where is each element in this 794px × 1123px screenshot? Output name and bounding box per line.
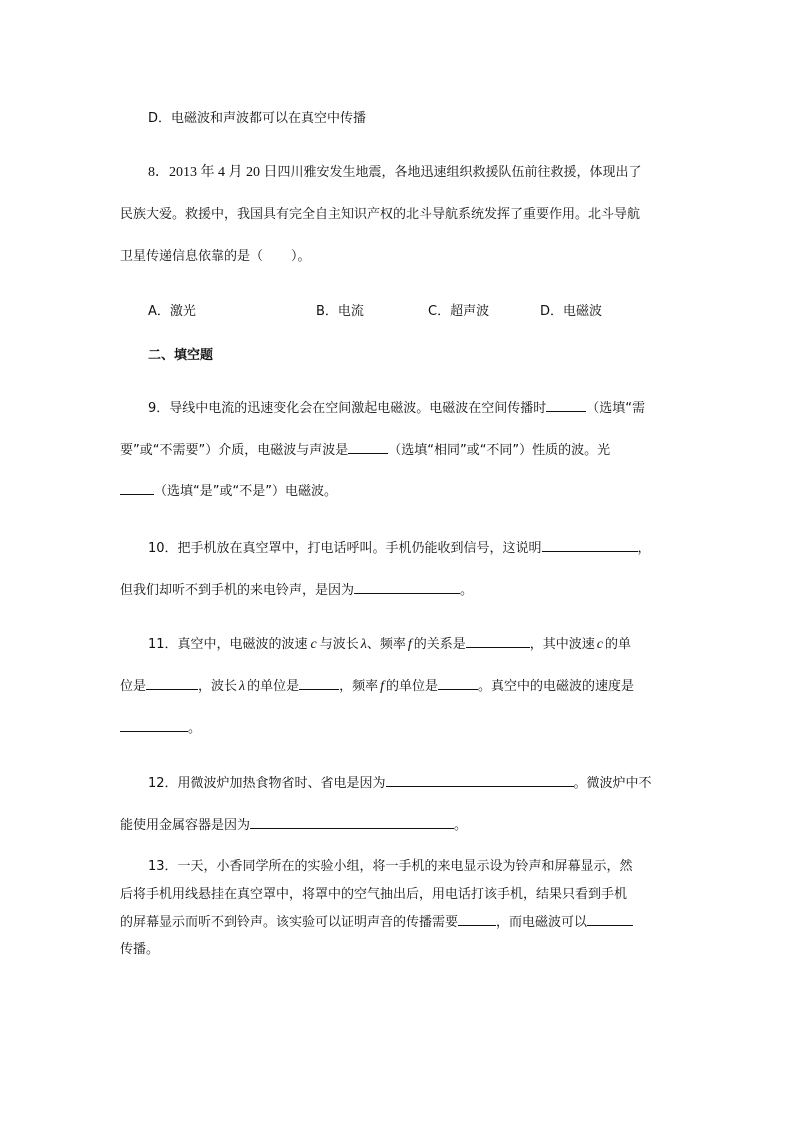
q10-line1 (148, 538, 651, 558)
q11-line1-text-d: 的关系是 (413, 637, 466, 652)
q12-line1 (148, 773, 652, 793)
q8-option-d: D．电磁波 (540, 304, 603, 319)
q9-line2 (120, 440, 610, 460)
q9-line1-hint: （选填“需 (586, 401, 646, 416)
q11-blank-speed[interactable] (120, 718, 188, 732)
q11-line2-text: 位是 (120, 679, 147, 694)
symbol-lambda: λ (239, 679, 246, 694)
q13-line2: 后将手机用线悬挂在真空罩中，将罩中的空气抽出后，用电话打该手机，结果只看到手机 (120, 887, 628, 902)
symbol-f: f (407, 637, 412, 652)
q11-line2-text-e: 的单位是 (386, 679, 439, 694)
q13-blank-1[interactable] (458, 918, 496, 926)
q11-line2-text-b: ，波长 (198, 679, 238, 694)
q9-line1-text: 9．导线中电流的迅速变化会在空间激起电磁波。电磁波在空间传播时 (148, 401, 547, 416)
q11-line2-text-f: 。真空中的电磁波的速度是 (478, 679, 635, 694)
q13-line3 (120, 914, 633, 932)
q8-line3 (120, 248, 311, 266)
symbol-c: c (310, 637, 317, 652)
q9-line1 (148, 398, 645, 418)
symbol-c: c (596, 637, 604, 652)
q8-option-b: B．电流 (316, 304, 364, 319)
q12-blank-2[interactable] (250, 815, 454, 829)
q7-option-d: D．电磁波和声波都可以在真空中传播 (148, 111, 367, 126)
symbol-f: f (380, 679, 385, 694)
q9-line3-text: （选填“是”或“不是”）电磁波。 (154, 484, 337, 499)
q11-line1-text-e: ，其中波速 (529, 637, 595, 652)
q11-line1-text-c: 、频率 (366, 637, 406, 652)
q11-line1 (148, 634, 631, 654)
q11-blank-relation[interactable] (466, 634, 530, 648)
q12-line1-end: 。微波炉中不 (573, 776, 652, 791)
q11-line3 (120, 718, 201, 738)
q10-line1-end: ， (637, 541, 651, 556)
q12-line1-text: 12．用微波炉加热食物省时、省电是因为 (148, 776, 386, 791)
q9-line2-text: 要”或“不需要”）介质，电磁波与声波是 (120, 443, 349, 458)
q11-line1-text: 11．真空中，电磁波的波速 (148, 637, 308, 652)
q13-line3-text: 的屏幕显示而听不到铃声。该实验可以证明声音的传播需要 (120, 915, 459, 930)
q11-line1-text-b: 与波长 (319, 637, 359, 652)
q10-line2-text: 但我们却听不到手机的来电铃声，是因为 (120, 583, 355, 598)
q11-line2-text-c: 的单位是 (247, 679, 300, 694)
q12-line2-end: 。 (454, 818, 468, 833)
q12-line2-text: 能使用金属容器是因为 (120, 818, 251, 833)
q11-line1-text-f: 的单 (605, 637, 632, 652)
q8-line3-start: 卫星传递信息依靠的是（ (120, 249, 264, 264)
q9-blank-2[interactable] (348, 440, 388, 454)
q12-line2 (120, 815, 467, 835)
q13-blank-2[interactable] (587, 918, 633, 926)
q12-blank-1[interactable] (386, 773, 574, 787)
symbol-lambda: λ (360, 637, 367, 652)
q11-line2 (120, 676, 634, 696)
q11-blank-lambda-unit[interactable] (299, 676, 339, 690)
q11-line2-text-d: ，频率 (339, 679, 379, 694)
q11-line3-end: 。 (188, 721, 202, 736)
q8-line1 (148, 164, 642, 182)
q13-line4: 传播。 (120, 942, 160, 957)
q9-line3 (120, 481, 337, 501)
q13-line1: 13．一天，小香同学所在的实验小组，将一手机的来电显示设为铃声和屏幕显示，然 (148, 859, 633, 874)
q11-blank-c-unit[interactable] (146, 676, 198, 690)
q8-option-a: A．激光 (148, 304, 196, 319)
q9-line2-hint: （选填“相同”或“不同”）性质的波。光 (388, 443, 611, 458)
q8-line1-text: 四川雅安发生地震，各地迅速组织救援队伍前往救援，体现出了 (277, 165, 642, 180)
q10-blank-2[interactable] (354, 580, 460, 594)
q8-line3-end: ）。 (291, 249, 311, 264)
q8-number-date: 8．2013 年 4 月 20 日 (148, 165, 278, 180)
q10-line2 (120, 580, 473, 600)
q9-blank-1[interactable] (546, 398, 586, 412)
q13-line3-text-b: ，而电磁波可以 (496, 915, 588, 930)
q9-blank-3[interactable] (120, 481, 154, 495)
section-title: 二、填空题 (148, 348, 214, 363)
q11-blank-f-unit[interactable] (438, 676, 478, 690)
q10-line2-end: 。 (460, 583, 474, 598)
q10-blank-1[interactable] (542, 538, 638, 552)
q10-line1-text: 10．把手机放在真空罩中，打电话呼叫。手机仍能收到信号，这说明 (148, 541, 542, 556)
q8-line2: 民族大爱。救援中，我国具有完全自主知识产权的北斗导航系统发挥了重要作用。北斗导航 (120, 207, 641, 222)
q8-option-c: C．超声波 (428, 304, 490, 319)
